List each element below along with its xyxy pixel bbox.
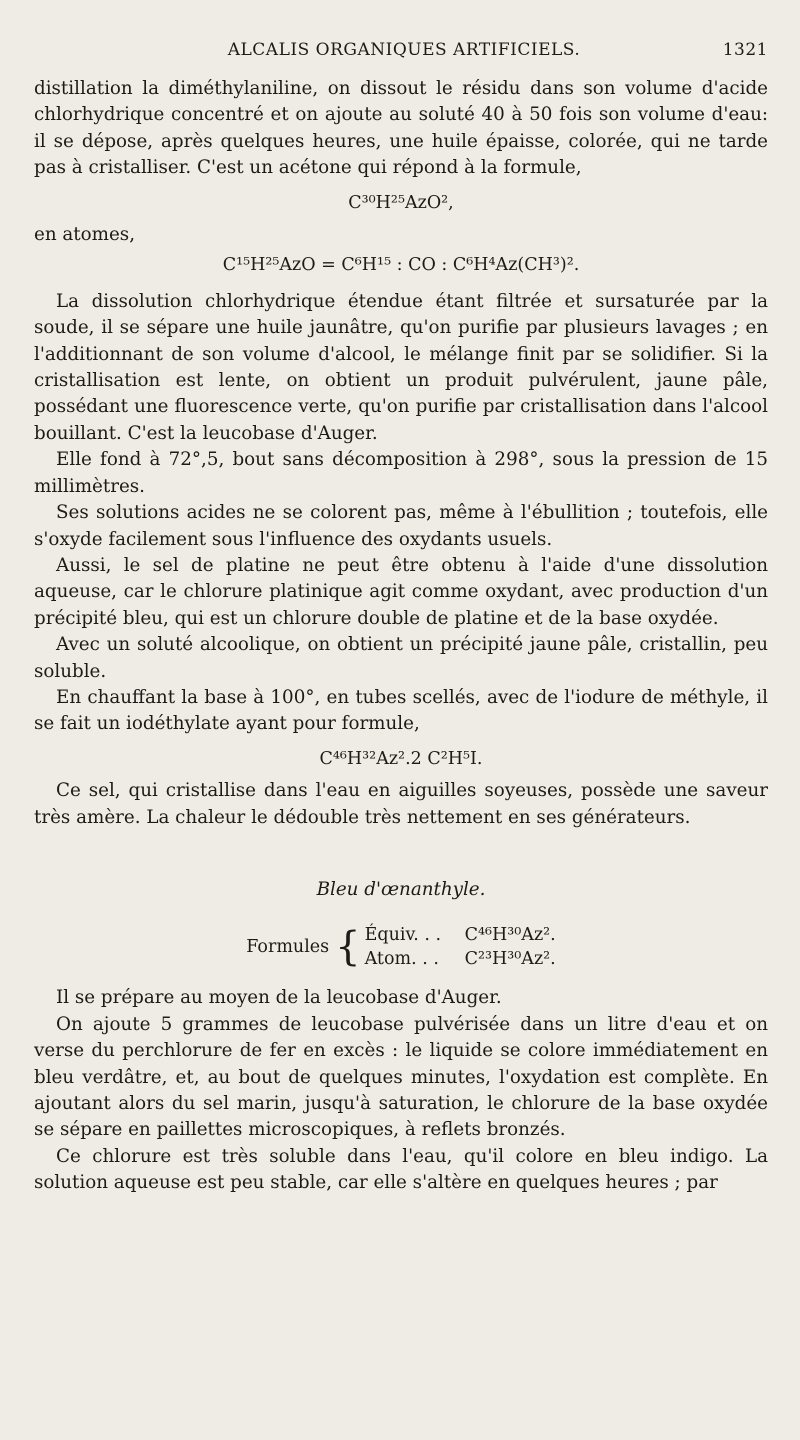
formula-row-value: C⁴⁶H³⁰Az².	[464, 925, 556, 946]
running-header	[40, 40, 768, 64]
page-body	[34, 76, 768, 1197]
formula-row-key: Atom. . .	[364, 949, 439, 970]
paragraph: On ajoute 5 grammes de leucobase pulvérisée dans un litre d'eau et on verse du perchlorure de fer en excès : le liquide se colore immédiatement en bleu verdâtre, et, au bout de quelques minutes, l'oxydation est complète. En ajoutant alors du sel marin, jusqu'à saturation, le chlorure de la base oxydée se sépare en paillettes microscopiques, à reflets bronzés.	[34, 1013, 768, 1141]
paragraph: Ce sel, qui cristallise dans l'eau en aiguilles soyeuses, possède une saveur très amère. La chaleur le dédouble très nettement en ses générateurs.	[34, 780, 768, 828]
formula-iodethylate: C⁴⁶H³²Az².2 C²H⁵I.	[319, 748, 483, 769]
paragraph: Avec un soluté alcoolique, on obtient un précipité jaune pâle, cristallin, peu soluble.	[34, 634, 768, 682]
paragraph: En chauffant la base à 100°, en tubes scellés, avec de l'iodure de méthyle, il se fait un iodéthylate ayant pour formule,	[34, 686, 768, 735]
paragraph: La dissolution chlorhydrique étendue étant filtrée et sursaturée par la soude, il se sépare une huile jaunâtre, qu'on purifie par plusieurs lavages ; en l'additionnant de son volume d'alcool, le mélange finit par se solidifier. Si la cristallisation est lente, on obtient un produit pulvérulent, jaune pâle, possédant une fluorescence verte, qu'on purifie par cristallisation dans l'alcool bouillant. C'est la leucobase d'Auger.	[34, 290, 768, 444]
paragraph: Ce chlorure est très soluble dans l'eau, qu'il colore en bleu indigo. La solution aqueuse est peu stable, car elle s'altère en quelques heures ; par	[34, 1145, 768, 1194]
section-title: Bleu d'œnanthyle.	[316, 878, 486, 900]
page-number: 1321	[722, 40, 768, 60]
formula-equivalent: C³⁰H²⁵AzO²,	[348, 192, 454, 213]
brace-glyph: {	[335, 924, 361, 971]
paragraph: Ses solutions acides ne se colorent pas, même à l'ébullition ; toutefois, elle s'oxyde facilement sous l'influence des oxydants usuels.	[34, 502, 768, 550]
paragraph: Il se prépare au moyen de la leucobase d'Auger.	[56, 987, 502, 1009]
formulas-rows	[365, 923, 556, 971]
formula-row-value: C²³H³⁰Az².	[464, 949, 556, 970]
formula-atomic: C¹⁵H²⁵AzO = C⁶H¹⁵ : CO : C⁶H⁴Az(CH³)².	[222, 255, 580, 276]
running-title: ALCALIS ORGANIQUES ARTIFICIELS.	[227, 40, 581, 60]
formulas-label: Formules	[246, 937, 330, 958]
formula-row	[365, 947, 556, 971]
paragraph: Aussi, le sel de platine ne peut être obtenu à l'aide d'une dissolution aqueuse, car le chlorure platinique agit comme oxydant, avec production d'un précipité bleu, qui est un chlorure double de platine et de la base oxydée.	[34, 554, 768, 629]
formula-row	[365, 923, 556, 947]
paragraph: en atomes,	[34, 224, 136, 246]
paragraph: Elle fond à 72°,5, bout sans décomposition à 298°, sous la pression de 15 millimètres.	[34, 449, 768, 497]
paragraph: distillation la diméthylaniline, on dissout le résidu dans son volume d'acide chlorhydrique concentré et on ajoute au soluté 40 à 50 fois son volume d'eau: il se dépose, après quelques heures, une huile épaisse, colorée, qui ne tarde pas à cristalliser. C'est un acétone qui répond à la formule,	[34, 78, 768, 179]
formula-row-key: Équiv. . .	[364, 925, 442, 946]
formulas-block	[34, 923, 768, 971]
